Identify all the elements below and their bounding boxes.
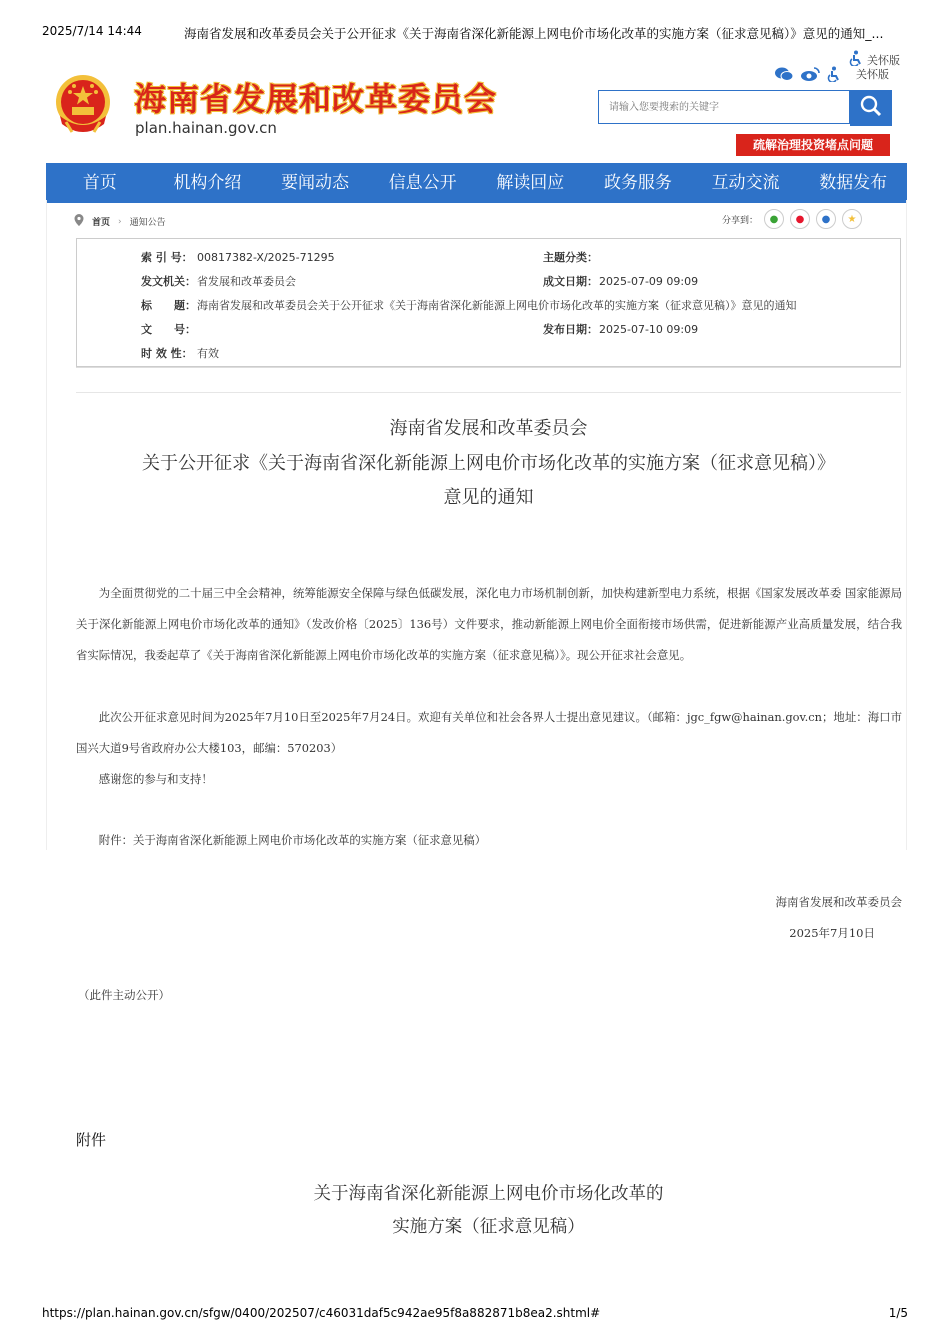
attachment-title-line2: 实施方案（征求意见稿） xyxy=(392,1217,585,1237)
doc-paragraph-2: 此次公开征求意见时间为2025年7月10日至2025年7月24日。欢迎有关单位和社会各界人士提出意见建议。（邮箱：jgc_fgw@hainan.gov.cn；地址：海口市国兴大道9号省政府办公大楼103，邮编：570203） xyxy=(76,710,902,755)
breadcrumb-home[interactable]: 首页 xyxy=(92,218,111,228)
share-favorite-icon[interactable]: ★ xyxy=(842,209,862,229)
print-page-title: 海南省发展和改革委员会关于公开征求《关于海南省深化新能源上网电价市场化改革的实施方案（征求意见稿）》意见的通知_... xyxy=(184,26,884,41)
search-icon xyxy=(859,94,883,122)
weibo-icon[interactable] xyxy=(800,66,820,86)
attachment-label: 附件 xyxy=(76,1131,107,1149)
nav-info-disclosure[interactable]: 信息公开 xyxy=(388,173,457,193)
share-label: 分享到： xyxy=(722,215,759,226)
breadcrumb xyxy=(74,214,166,229)
doc-title-line3: 意见的通知 xyxy=(443,487,534,508)
national-emblem-icon xyxy=(52,72,114,138)
doc-title-line2: 关于公开征求《关于海南省深化新能源上网电价市场化改革的实施方案（征求意见稿）》 xyxy=(142,453,835,474)
attachment-title-line1: 关于海南省深化新能源上网电价市场化改革的 xyxy=(313,1184,664,1204)
content-border-right xyxy=(906,200,907,850)
divider xyxy=(76,392,901,393)
chevron-right-icon: › xyxy=(118,216,122,227)
doc-paragraph-3: 感谢您的参与和支持！ xyxy=(98,772,213,786)
doc-title-line1: 海南省发展和改革委员会 xyxy=(389,418,588,439)
share-weibo-icon[interactable]: ● xyxy=(790,209,810,229)
social-icons xyxy=(774,66,842,86)
print-datetime: 2025/7/14 14:44 xyxy=(42,24,142,38)
accessibility-small-icon[interactable] xyxy=(826,66,842,86)
doc-date: 2025年7月10日 xyxy=(789,926,875,940)
doc-public-note: （此件主动公开） xyxy=(78,988,170,1002)
document-meta-box xyxy=(76,238,901,367)
nav-home[interactable]: 首页 xyxy=(82,173,117,193)
care-version-label-2[interactable]: 关怀版 xyxy=(856,68,889,81)
meta-topic: 主题分类： xyxy=(543,251,598,264)
nav-organization[interactable]: 机构介绍 xyxy=(173,173,242,193)
print-page-number: 1/5 xyxy=(888,1306,908,1320)
nav-data[interactable]: 数据发布 xyxy=(819,173,888,193)
meta-made-date: 成文日期：2025-07-09 09:09 xyxy=(543,275,699,288)
breadcrumb-current[interactable]: 通知公告 xyxy=(129,218,166,228)
meta-pub-date: 发布日期：2025-07-10 09:09 xyxy=(543,323,699,336)
doc-attachment-link[interactable]: 附件：关于海南省深化新能源上网电价市场化改革的实施方案（征求意见稿） xyxy=(98,833,487,847)
print-url[interactable]: https://plan.hainan.gov.cn/sfgw/0400/202507/c46031daf5c942ae95f8a882871b8ea2.shtml# xyxy=(42,1306,601,1320)
search-box xyxy=(598,90,850,124)
nav-interaction[interactable]: 互动交流 xyxy=(711,173,780,193)
content-border-left xyxy=(46,200,47,850)
main-nav xyxy=(46,163,907,203)
meta-validity: 时 效 性： 有效 xyxy=(141,347,219,360)
search-input[interactable] xyxy=(599,91,849,123)
meta-title: 标 题：海南省发展和改革委员会关于公开征求《关于海南省深化新能源上网电价市场化改革的实施方案（征求意见稿）》意见的通知 xyxy=(141,299,797,312)
wechat-icon[interactable] xyxy=(774,66,794,86)
share-wechat-icon[interactable]: ● xyxy=(764,209,784,229)
meta-index: 索 引 号： 00817382-X/2025-71295 xyxy=(141,251,335,264)
search-button[interactable] xyxy=(850,90,892,126)
share-bar xyxy=(722,209,862,229)
meta-org: 发文机关：省发展和改革委员会 xyxy=(141,275,296,288)
promo-banner[interactable]: 疏解治理投资堵点问题 xyxy=(736,134,890,156)
site-name[interactable]: 海南省发展和改革委员会 xyxy=(134,80,498,118)
care-version-label: 关怀版 xyxy=(867,53,900,67)
meta-docno: 文 号： xyxy=(141,323,196,336)
location-pin-icon xyxy=(74,214,84,229)
doc-paragraph-1: 为全面贯彻党的二十届三中全会精神，统筹能源安全保障与绿色低碳发展，深化电力市场机制创新，加快构建新型电力系统，根据《国家发展改革委 国家能源局关于深化新能源上网电价市场化改革的通知》（发改价格〔2025〕136号）文件要求，推动新能源上网电价全面衔接市场供需，促进新能源产业高质量发展，结合我省实际情况，我委起草了《关于海南省深化新能源上网电价市场化改革的实施方案（征求意见稿）》。现公开征求社会意见。 xyxy=(76,586,902,662)
nav-news[interactable]: 要闻动态 xyxy=(281,173,350,193)
site-domain: plan.hainan.gov.cn xyxy=(135,119,277,137)
nav-interpretation[interactable]: 解读回应 xyxy=(496,173,565,193)
doc-signature: 海南省发展和改革委员会 xyxy=(775,895,902,909)
share-qq-icon[interactable]: ● xyxy=(816,209,836,229)
nav-services[interactable]: 政务服务 xyxy=(603,173,672,193)
